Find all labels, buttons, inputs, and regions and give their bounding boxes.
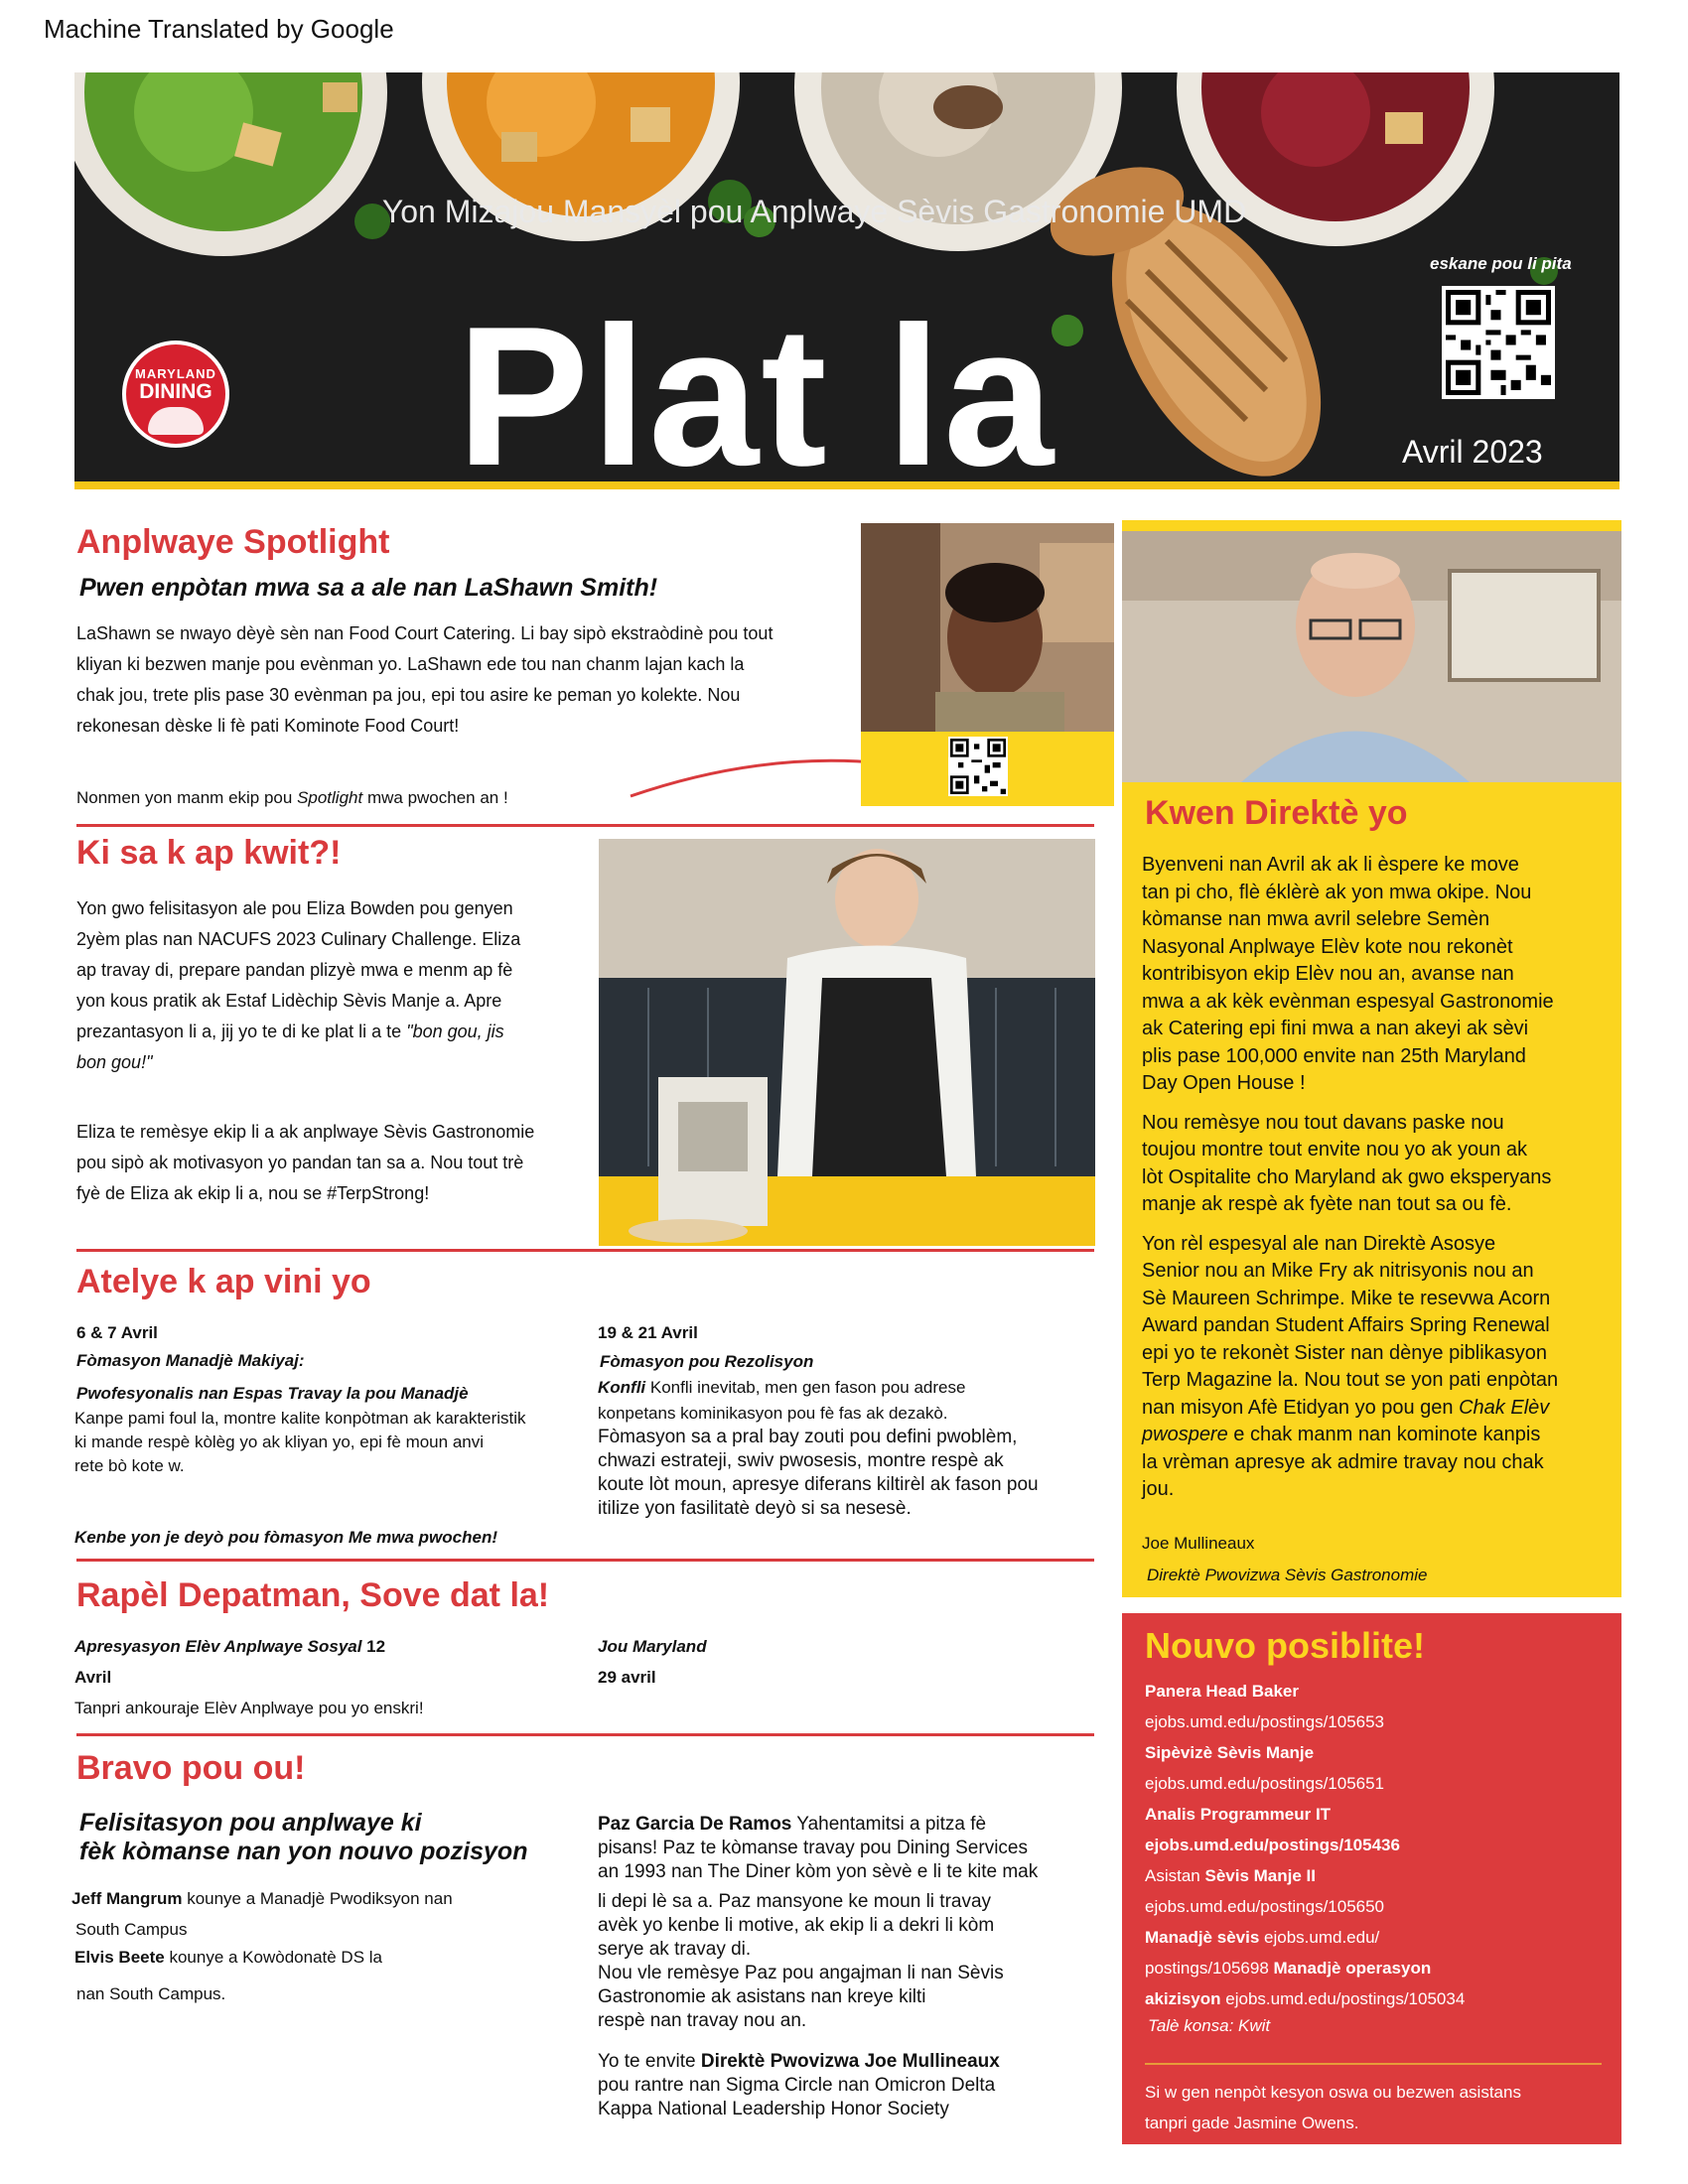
lashawn-photo <box>861 523 1114 732</box>
job-title: Panera Head Baker <box>1145 1682 1299 1701</box>
spotlight-line: kliyan ki bezwen manje pou evènman yo. LaShawn ede tou nan chanm lajan kach la <box>76 654 745 674</box>
jobs-footer: Si w gen nenpòt kesyon oswa ou bezwen asistans tanpri gade Jasmine Owens. <box>1145 2083 1521 2132</box>
kudos-paz: Paz Garcia De Ramos Yahentamitsi a pitza fè pisans! Paz te kòmanse travay pou Dining Services an 1993 nan The Diner kòm yon sèvè e li te kite mak li depi lè sa a. Paz mansyone ke moun li travay avèk yo kenbe li motive, ak ekip li a dekri li kòm serye ak travay di. Nou vle remèsye Paz pou angajman li nan Sèvis Gastronomie ak asistans nan kreye kilti respè nan travay nou an. <box>598 1814 1039 2031</box>
maryland-dining-logo <box>122 341 229 448</box>
reminder-left-title: Apresyasyon Elèv Anplwaye Sosyal 12 <box>74 1637 386 1656</box>
director-letter: Byenveni nan Avril ak ak li èspere ke move tan pi cho, flè éklèrè ak yon mwa okipe. Nou kòmanse nan mwa avril selebre Semèn Nasyonal Anplwaye Elèv kote nou rekonèt kontribisyon ekip Elèv nou an, avanse nan mwa a ak kèk evènman espesyal Gastronomie ak Catering epi fini mwa a nan akeyi ak sèvi plis pase 100,000 envite nan 25th Maryland Day Open House ! Nou remèsye nou tout davans paske nou toujou montre tout envite nou yo ak youn ak lòt Ospitalite cho Maryland ak gwo eksperyans manje ak respè ak fyète nan tout sa ou fè. Yon rèl espesyal ale nan Direktè Asosye Senior nou an Mike Fry ak nitrisyonis nou an Sè Maureen Schrimpe. Mike te resevwa Acorn Award pandan Student Affairs Spring Renewal epi yo te rekonèt Sister nan dènye piblikasyon Terp Magazine la. Nou tout se yon pati enpòtan nan misyon Afè Etidyan yo pou gen Chak Elèv pwospere e chak manm nan kominote kanpis la vrèman apresye ak admire travay nou chak jou. <box>1142 854 1559 1500</box>
job-title: Analis Programmeur IT <box>1145 1805 1332 1824</box>
director-signature: Joe Mullineaux <box>1142 1534 1255 1553</box>
job-link[interactable]: ejobs.umd.edu/postings/105436 <box>1145 1836 1400 1854</box>
newsletter-subtitle: Yon Mizajou Mansyèl pou Anplwaye Sèvis Gastronomie UMD <box>381 194 1247 229</box>
kudos-heading: Bravo pou ou! <box>76 1749 306 1787</box>
spotlight-heading: Anplwaye Spotlight <box>76 523 390 561</box>
kudos-person-1: Jeff Mangrum kounye a Manadjè Pwodiksyon nan <box>71 1889 453 1908</box>
news-body-2 <box>76 1117 633 1209</box>
section-divider <box>76 1559 1094 1562</box>
section-divider <box>76 1733 1094 1736</box>
kudos-person-1-loc: South Campus <box>75 1920 188 1939</box>
news-line: fyè de Eliza ak ekip li a, nou se #TerpStrong! <box>76 1183 430 1203</box>
directors-corner-heading: Kwen Direktè yo <box>1145 794 1408 832</box>
workshop-line: ki mande respè kòlèg yo ak kliyan yo, epi fè moun anvi <box>74 1433 485 1451</box>
workshop-left-body <box>74 1407 591 1478</box>
issue-date: Avril 2023 <box>1402 434 1543 470</box>
job-title: akizisyon ejobs.umd.edu/postings/105034 <box>1145 1989 1466 2008</box>
director-signature-title: Direktè Pwovizwa Sèvis Gastronomie <box>1147 1566 1428 1584</box>
newsletter-title: Plat la <box>457 286 1056 507</box>
section-divider <box>76 824 1094 827</box>
kudos-subheading: Felisitasyon pou anplwaye ki fèk kòmanse nan yon nouvo pozisyon <box>79 1809 528 1865</box>
director-illustration <box>1122 531 1621 782</box>
workshop-line: itilize yon fasilitatè deyò si sa nesesè. <box>598 1498 912 1519</box>
spotlight-subheading: Pwen enpòtan mwa sa a ale nan LaShawn Smith! <box>79 574 658 602</box>
workshop-line: Fòmasyon sa a pral bay zouti pou defini pwoblèm, <box>598 1427 1018 1447</box>
eliza-photo <box>599 839 1095 1246</box>
news-body <box>76 893 593 1078</box>
news-line: prezantasyon li a, jij yo te di ke plat li a te "bon gou, jis <box>76 1022 504 1041</box>
job-link[interactable]: ejobs.umd.edu/postings/105651 <box>1145 1774 1385 1793</box>
news-line: yon kous pratik ak Estaf Lidèchip Sèvis Manje a. Apre <box>76 991 502 1011</box>
machine-translated-label: Machine Translated by Google <box>44 14 394 44</box>
news-line: pou sipò ak motivasyon yo pandan tan sa a. Nou tout trè <box>76 1153 524 1172</box>
kudos-joe: Yo te envite Direktè Pwovizwa Joe Mullineaux pou rantre nan Sigma Circle nan Omicron Delta Kappa National Leadership Honor Society <box>598 2051 1000 2119</box>
kudos-person-2-loc: nan South Campus. <box>76 1984 226 2003</box>
job-title: Asistan Sèvis Manje II <box>1145 1866 1316 1885</box>
scan-label: eskane pou li pita <box>1430 254 1572 273</box>
director-photo <box>1122 531 1621 782</box>
news-line: ap travay di, prepare pandan plizyè mwa e menm ap fè <box>76 960 513 980</box>
news-line: 2yèm plas nan NACUFS 2023 Culinary Challenge. Eliza <box>76 929 521 949</box>
workshop-right-title: Fòmasyon pou Rezolisyon <box>600 1352 814 1371</box>
reminders-heading: Rapèl Depatman, Sove dat la! <box>76 1576 550 1614</box>
portrait-illustration <box>861 523 1114 732</box>
workshop-line: chwazi estrateji, swiv pwosesis, montre respè ak <box>598 1450 1004 1471</box>
nominate-text: Nonmen yon manm ekip pou Spotlight mwa pwochen an ! <box>76 788 508 807</box>
jobs-contact: Talè konsa: Kwit <box>1148 2016 1271 2035</box>
spotlight-line: LaShawn se nwayo dèyè sèn nan Food Court Catering. Li bay sipò ekstraòdinè pou tout <box>76 623 774 643</box>
kudos-person-2: Elvis Beete kounye a Kowòdonatè DS la <box>74 1948 382 1967</box>
job-title: Sipèvizè Sèvis Manje <box>1145 1743 1315 1762</box>
reminder-left-body: Tanpri ankouraje Elèv Anplwaye pou yo enskri! <box>74 1699 424 1717</box>
news-line: Eliza te remèsye ekip li a ak anplwaye Sèvis Gastronomie <box>76 1122 535 1142</box>
job-title: Manadjè sèvis ejobs.umd.edu/ <box>1145 1928 1380 1947</box>
logo-text-bottom: DINING <box>139 380 212 403</box>
workshop-left-subtitle: Pwofesyonalis nan Espas Travay la pou Manadjè <box>76 1384 469 1403</box>
workshop-right-line: Konfli Konfli inevitab, men gen fason pou adrese <box>598 1378 966 1397</box>
news-heading: Ki sa k ap kwit?! <box>76 834 342 872</box>
terrapin-shell-icon <box>148 407 204 435</box>
chef-illustration <box>599 839 1095 1246</box>
news-line: Yon gwo felisitasyon ale pou Eliza Bowden pou genyen <box>76 898 513 918</box>
workshop-line: rete bò kote w. <box>74 1456 185 1475</box>
reminder-right-title: Jou Maryland <box>598 1637 707 1656</box>
section-divider <box>76 1249 1094 1252</box>
jobs-list <box>1145 1676 1612 2038</box>
jobs-heading: Nouvo posiblite! <box>1145 1625 1425 1666</box>
workshop-line: konpetans kominikasyon pou fè fas ak dezakò. <box>598 1404 948 1423</box>
workshop-right-date: 19 & 21 Avril <box>598 1323 698 1342</box>
qr-code-icon[interactable] <box>1442 286 1555 399</box>
news-line: bon gou!" <box>76 1052 153 1072</box>
workshop-right-body <box>598 1402 1114 1521</box>
spotlight-line: chak jou, trete plis pase 30 evènman pa jou, epi tou asire ke peman yo kolekte. Nou <box>76 685 741 705</box>
workshop-left-title: Fòmasyon Manadjè Makiyaj: <box>76 1351 305 1370</box>
workshops-note: Kenbe yon je deyò pou fòmasyon Me mwa pwochen! <box>74 1528 498 1547</box>
qr-pattern <box>1446 290 1551 395</box>
job-link: postings/105698 Manadjè operasyon <box>1145 1959 1432 1978</box>
workshop-line: koute lòt moun, apresye diferans kiltirèl ak fason pou <box>598 1474 1039 1495</box>
job-link[interactable]: ejobs.umd.edu/postings/105650 <box>1145 1897 1385 1916</box>
spotlight-qr-code-icon[interactable] <box>948 737 1008 796</box>
workshops-heading: Atelye k ap vini yo <box>76 1263 371 1300</box>
qr-pattern <box>950 739 1006 794</box>
spotlight-line: rekonesan dèske li fè pati Kominote Food Court! <box>76 716 460 736</box>
workshop-line: Kanpe pami foul la, montre kalite konpòtman ak karakteristik <box>74 1409 526 1428</box>
reminder-right-date: 29 avril <box>598 1668 656 1687</box>
logo-text-top: MARYLAND <box>135 366 216 381</box>
reminder-left-date: Avril <box>74 1668 112 1687</box>
jobs-divider <box>1145 2063 1602 2065</box>
job-link[interactable]: ejobs.umd.edu/postings/105653 <box>1145 1712 1385 1731</box>
spotlight-body <box>76 618 851 742</box>
workshop-left-date: 6 & 7 Avril <box>76 1323 158 1342</box>
